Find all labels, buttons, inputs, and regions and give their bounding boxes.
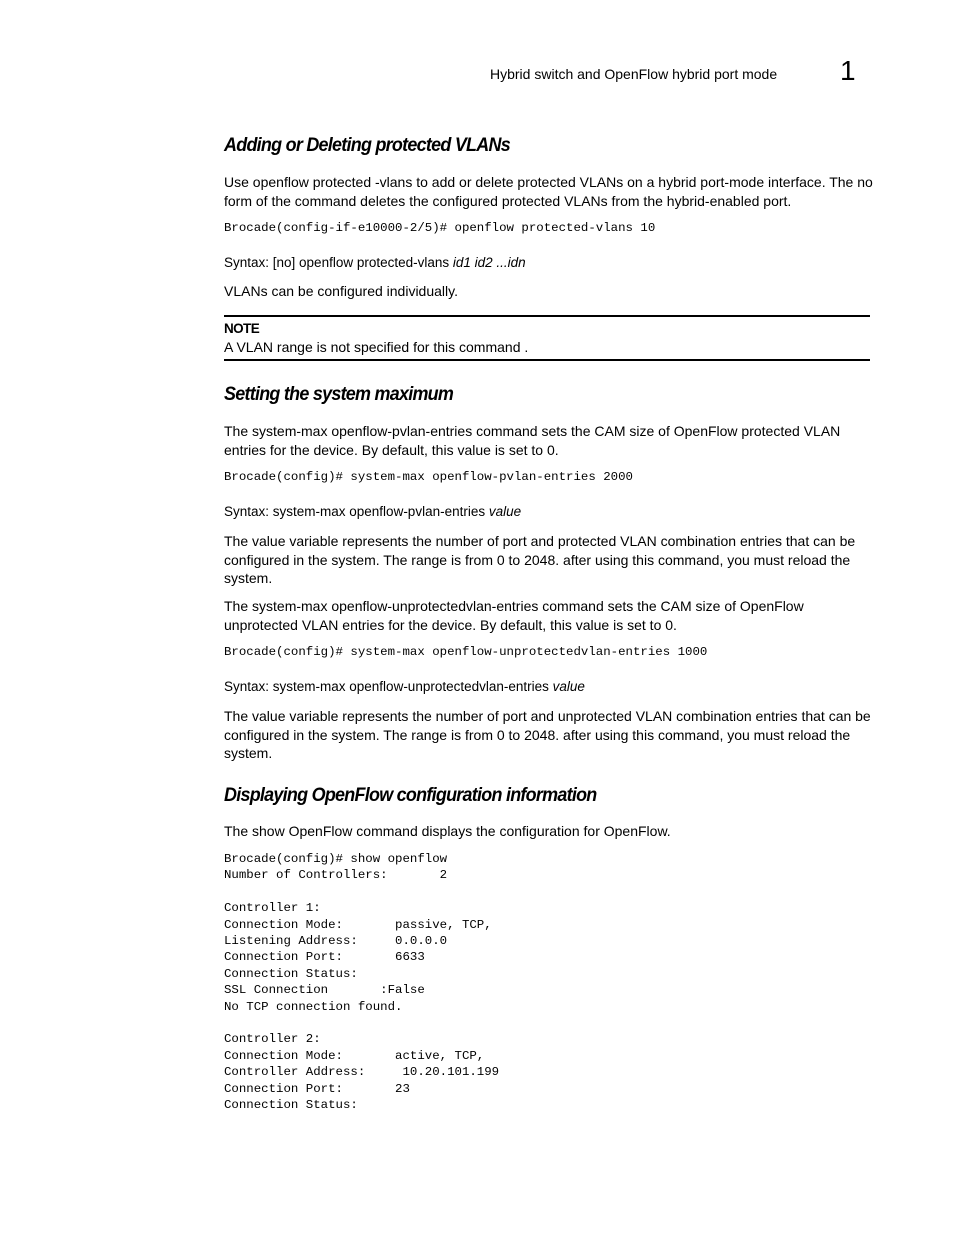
syntax-command: Syntax: system-max openflow-unprotectedvlan-entries bbox=[224, 679, 549, 694]
command-name: system-max openflow-pvlan-entries bbox=[252, 423, 473, 439]
syntax-argument: value bbox=[485, 504, 522, 519]
text: form of the command deletes the configured protected VLANs from the hybrid-enabled port. bbox=[224, 192, 792, 209]
paragraph-unprotectedvlan-value bbox=[224, 707, 874, 763]
syntax-command: Syntax: [no] openflow protected-vlans bbox=[224, 255, 450, 270]
code-example-show-openflow: Brocade(config)# show openflow Number of Controllers: 2 Controller 1: Connection Mode: passive, TCP, Listening Address: 0.0.0.0 Connection Port: 6633 Connection Status: SSL Connection :False No TCP connection found. Controller 2: Connection Mode: active, TCP, Controller Address: 10.20.101.199 Connection Port: 23 Connection Status: bbox=[224, 852, 500, 1113]
section-heading-system-maximum: Setting the system maximum bbox=[224, 383, 454, 405]
text: The bbox=[224, 708, 253, 724]
code-example-protected-vlans: Brocade(config-if-e10000-2/5)# openflow protected-vlans 10 bbox=[224, 221, 656, 235]
paragraph-vlans-individual: VLANs can be configured individually. bbox=[224, 283, 458, 299]
paragraph-protected-vlans-intro bbox=[224, 173, 874, 210]
text: variable represents the number of port and protected VLAN combination entries that can be configured in the system. The range is from 0 to 2048. after using this command, you must reload the system. bbox=[224, 533, 856, 587]
keyword-no: no bbox=[857, 174, 873, 190]
text: The bbox=[224, 423, 253, 439]
code-example-pvlan-entries: Brocade(config)# system-max openflow-pvlan-entries 2000 bbox=[224, 470, 633, 484]
text: The bbox=[224, 598, 253, 614]
running-header: Hybrid switch and OpenFlow hybrid port mode bbox=[490, 66, 778, 82]
paragraph-show-openflow: The show OpenFlow command displays the configuration for OpenFlow. bbox=[224, 823, 671, 839]
note-bottom-rule bbox=[224, 359, 870, 361]
section-heading-protected-vlans: Adding or Deleting protected VLANs bbox=[224, 134, 510, 156]
syntax-unprotectedvlan-entries bbox=[224, 679, 585, 694]
text: to add or delete protected VLANs on a hybrid port-mode interface. The bbox=[412, 174, 858, 190]
command-name: system-max openflow-unprotectedvlan-entries bbox=[252, 598, 539, 614]
command-name: openflow protected -vlans bbox=[252, 174, 413, 190]
section-heading-displaying-openflow: Displaying OpenFlow configuration information bbox=[224, 784, 597, 806]
note-title: NOTE bbox=[224, 321, 260, 336]
syntax-argument: value bbox=[548, 679, 585, 694]
text: command sets the CAM size of OpenFlow unprotected VLAN entries for the device. By default, this value is set to 0. bbox=[224, 598, 804, 633]
syntax-argument: id1 id2 ...idn bbox=[449, 255, 526, 270]
text: The bbox=[224, 533, 253, 549]
note-top-rule bbox=[224, 315, 870, 317]
chapter-number: 1 bbox=[840, 55, 856, 86]
variable-name: value bbox=[252, 533, 286, 549]
text: Use bbox=[224, 174, 253, 190]
code-example-unprotectedvlan-entries: Brocade(config)# system-max openflow-unprotectedvlan-entries 1000 bbox=[224, 645, 708, 659]
variable-name: value bbox=[252, 708, 286, 724]
paragraph-pvlan-value bbox=[224, 532, 874, 588]
syntax-pvlan-entries bbox=[224, 504, 521, 519]
syntax-command: Syntax: system-max openflow-pvlan-entries bbox=[224, 504, 486, 519]
text: command sets the CAM size of OpenFlow protected VLAN entries for the device. By default, this value is set to 0. bbox=[224, 423, 841, 458]
note-text: A VLAN range is not specified for this command . bbox=[224, 339, 529, 355]
text: variable represents the number of port and unprotected VLAN combination entries that can be configured in the system. The range is from 0 to 2048. after using this command, you must reload the system. bbox=[224, 708, 871, 762]
paragraph-unprotectedvlan-entries bbox=[224, 597, 874, 634]
paragraph-pvlan-entries bbox=[224, 422, 874, 459]
syntax-protected-vlans bbox=[224, 255, 526, 270]
